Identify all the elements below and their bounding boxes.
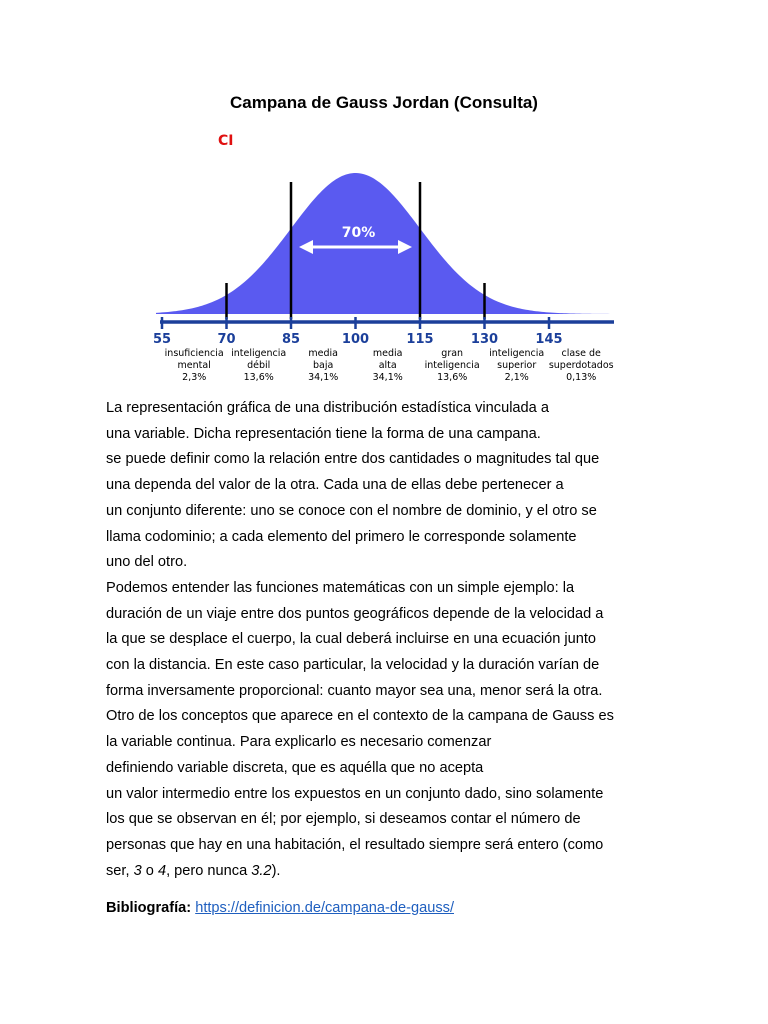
tick-label: 145: [535, 332, 563, 347]
percent-label: 70%: [341, 225, 376, 241]
gauss-bell-figure: [140, 125, 620, 387]
body-line: duración de un viaje entre dos puntos geográficos depende de la velocidad a: [106, 605, 604, 622]
tick-label: 100: [341, 332, 370, 347]
body-lines: [106, 396, 706, 859]
category-label-line: superior: [497, 360, 537, 371]
ci-label: CI: [218, 133, 234, 149]
body-line: uno del otro.: [106, 554, 188, 571]
bibliography-link[interactable]: https://definicion.de/campana-de-gauss/: [195, 900, 454, 916]
body-line: la que se desplace el cuerpo, la cual deberá incluirse en una ecuación junto: [106, 631, 597, 648]
example-number-4: 4: [157, 862, 167, 879]
category-labels: [165, 348, 614, 383]
body-line: definiendo variable discreta, que es aquélla que no acepta: [106, 759, 484, 776]
category-label-line: mental: [177, 360, 211, 371]
category-label-line: 2,1%: [504, 372, 529, 383]
category-label-line: 34,1%: [308, 372, 339, 383]
body-line: un conjunto diferente: uno se conoce con el nombre de dominio, y el otro se: [106, 502, 597, 519]
category-label-line: 2,3%: [182, 372, 207, 383]
category-label-line: media: [372, 348, 403, 359]
tick-label: 55: [152, 332, 172, 347]
bibliography-label: Bibliografía:: [106, 900, 192, 916]
iq-tick-labels: [153, 332, 563, 347]
body-line: La representación gráfica de una distribución estadística vinculada a: [106, 400, 549, 416]
iq-axis: [160, 317, 614, 329]
body-line: una dependa del valor de la otra. Cada una de ellas debe pertenecer a: [106, 477, 564, 494]
body-line: se puede definir como la relación entre dos cantidades o magnitudes tal que: [106, 451, 600, 468]
document-title: Campana de Gauss Jordan (Consulta): [230, 93, 538, 112]
category-label-line: clase de: [561, 348, 601, 359]
last-line-suffix: ).: [271, 862, 281, 879]
body-line: una variable. Dicha representación tiene la forma de una campana.: [106, 425, 541, 442]
body-line: un valor intermedio entre los expuestos en un conjunto dado, sino solamente: [106, 785, 604, 802]
category-label-line: insuficiencia: [164, 348, 224, 359]
tick-label: 85: [281, 332, 301, 347]
body-line: con la distancia. En este caso particular, la velocidad y la duración varían de: [106, 657, 600, 674]
body-line: forma inversamente proporcional: cuanto mayor sea una, menor será la otra.: [106, 682, 603, 699]
category-label-line: 0,13%: [566, 372, 597, 383]
body-line: la variable continua. Para explicarlo es necesario comenzar: [106, 734, 492, 751]
category-label-line: inteligencia: [424, 360, 480, 371]
example-number-3: 3: [133, 862, 142, 879]
body-line: Otro de los conceptos que aparece en el contexto de la campana de Gauss es: [106, 708, 614, 725]
category-label-line: superdotados: [548, 360, 614, 371]
last-line-mid2: , pero nunca: [166, 862, 252, 879]
last-line-mid: o: [141, 862, 158, 879]
tick-label: 70: [217, 332, 236, 347]
bibliography: [106, 900, 454, 916]
bell-curve: [156, 173, 612, 314]
body-paragraphs: [106, 396, 706, 884]
category-label-line: alta: [378, 360, 397, 371]
category-label-line: gran: [441, 348, 464, 359]
body-last-line: [106, 859, 706, 885]
last-line-prefix: ser,: [106, 862, 134, 879]
body-line: llama codominio; a cada elemento del primero le corresponde solamente: [106, 528, 577, 545]
category-label-line: inteligencia: [489, 348, 545, 359]
category-label-line: inteligencia: [231, 348, 287, 359]
example-number-3-2: 3.2: [251, 862, 272, 879]
tick-label: 130: [470, 332, 499, 347]
category-label-line: media: [308, 348, 338, 359]
body-line: personas que hay en una habitación, el resultado siempre será entero (como: [106, 836, 604, 853]
body-line: los que se observan en él; por ejemplo, si deseamos contar el número de: [106, 811, 581, 828]
category-label-line: débil: [247, 360, 271, 371]
category-label-line: 13,6%: [437, 372, 468, 383]
body-line: Podemos entender las funciones matemáticas con un simple ejemplo: la: [106, 579, 575, 596]
category-label-line: baja: [313, 360, 334, 371]
category-label-line: 34,1%: [372, 372, 403, 383]
category-label-line: 13,6%: [243, 372, 274, 383]
tick-label: 115: [406, 332, 434, 347]
